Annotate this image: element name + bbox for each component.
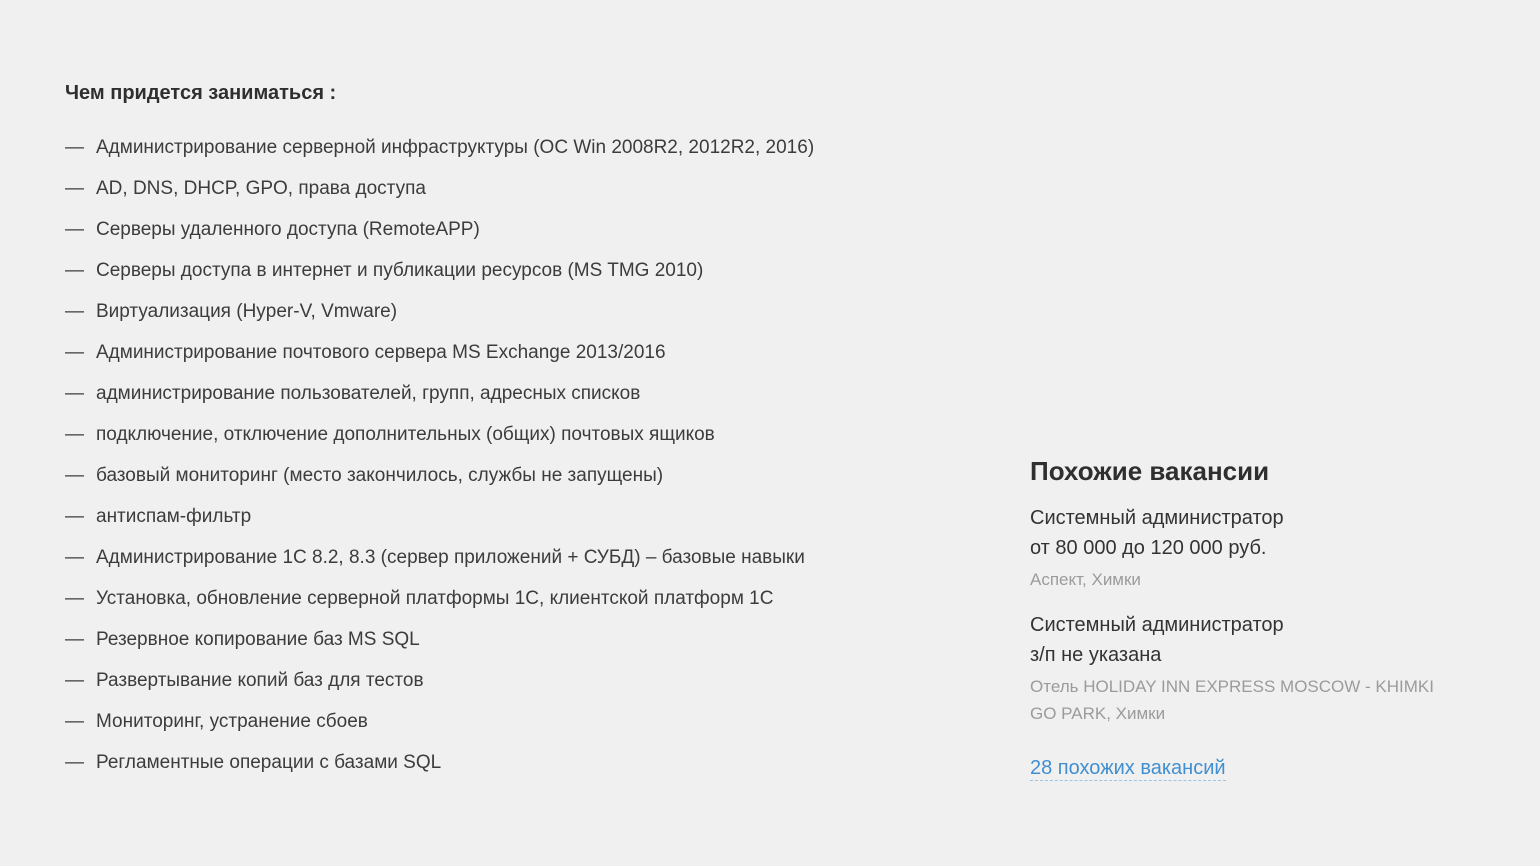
dash-bullet: — (65, 424, 84, 445)
duty-list-item (65, 588, 995, 610)
duty-list-item (65, 260, 995, 282)
vacancy-description-section (65, 80, 995, 793)
duty-text: Виртуализация (Hyper-V, Vmware) (96, 301, 398, 322)
dash-bullet: — (65, 383, 84, 404)
duty-list-item (65, 424, 995, 446)
duty-list-item (65, 178, 995, 200)
duty-list-item (65, 711, 995, 733)
duty-text: антиспам-фильтр (96, 506, 252, 527)
duty-list-item (65, 137, 995, 159)
duty-list-item (65, 752, 995, 774)
duty-list-item (65, 342, 995, 364)
duty-text: Администрирование почтового сервера MS Exchange 2013/2016 (96, 342, 666, 363)
duty-text: подключение, отключение дополнительных (общих) почтовых ящиков (96, 424, 715, 445)
similar-vacancies-title: Похожие вакансии (1030, 456, 1270, 486)
duty-text: Установка, обновление серверной платформы 1С, клиентской платформ 1С (96, 588, 774, 609)
duty-text: Резервное копирование баз MS SQL (96, 629, 420, 650)
dash-bullet: — (65, 629, 84, 650)
duty-list-item (65, 465, 995, 487)
duties-section-title: Чем придется заниматься : (65, 82, 337, 104)
duty-list-item (65, 301, 995, 323)
dash-bullet: — (65, 465, 84, 486)
duty-list-item (65, 383, 995, 405)
similar-vacancy-salary: от 80 000 до 120 000 руб. (1030, 537, 1267, 559)
duty-list-item (65, 547, 995, 569)
duty-list-item (65, 629, 995, 651)
similar-vacancy-company: Аспект, Химки (1030, 570, 1141, 589)
dash-bullet: — (65, 547, 84, 568)
duty-list-item (65, 506, 995, 528)
dash-bullet: — (65, 506, 84, 527)
dash-bullet: — (65, 219, 84, 240)
similar-vacancy-link[interactable]: Системный администратор (1030, 614, 1284, 636)
dash-bullet: — (65, 752, 84, 773)
dash-bullet: — (65, 301, 84, 322)
duty-text: AD, DNS, DHCP, GPO, права доступа (96, 178, 426, 199)
duty-list-item (65, 219, 995, 241)
duty-text: Администрирование серверной инфраструктуры (ОС Win 2008R2, 2012R2, 2016) (96, 137, 815, 158)
similar-vacancy-link[interactable]: Системный администратор (1030, 507, 1284, 529)
duty-text: администрирование пользователей, групп, адресных списков (96, 383, 641, 404)
similar-vacancy-card (1030, 610, 1465, 727)
similar-vacancy-salary: з/п не указана (1030, 644, 1162, 666)
duty-text: Мониторинг, устранение сбоев (96, 711, 368, 732)
dash-bullet: — (65, 260, 84, 281)
similar-vacancy-company: Отель HOLIDAY INN EXPRESS MOSCOW - KHIMKI GO PARK, Химки (1030, 677, 1434, 723)
similar-vacancies-sidebar (1030, 455, 1465, 781)
dash-bullet: — (65, 711, 84, 732)
similar-vacancy-card (1030, 503, 1465, 593)
dash-bullet: — (65, 178, 84, 199)
more-similar-vacancies-link[interactable]: 28 похожих вакансий (1030, 757, 1226, 779)
dash-bullet: — (65, 342, 84, 363)
duty-text: Регламентные операции с базами SQL (96, 752, 442, 773)
dash-bullet: — (65, 670, 84, 691)
duty-list-item (65, 670, 995, 692)
dash-bullet: — (65, 588, 84, 609)
duties-list (65, 137, 995, 774)
duty-text: Серверы доступа в интернет и публикации ресурсов (MS TMG 2010) (96, 260, 704, 281)
duty-text: Администрирование 1С 8.2, 8.3 (сервер приложений + СУБД) – базовые навыки (96, 547, 805, 568)
duty-text: Серверы удаленного доступа (RemoteAPP) (96, 219, 480, 240)
dash-bullet: — (65, 137, 84, 158)
duty-text: базовый мониторинг (место закончилось, службы не запущены) (96, 465, 664, 486)
duty-text: Развертывание копий баз для тестов (96, 670, 424, 691)
